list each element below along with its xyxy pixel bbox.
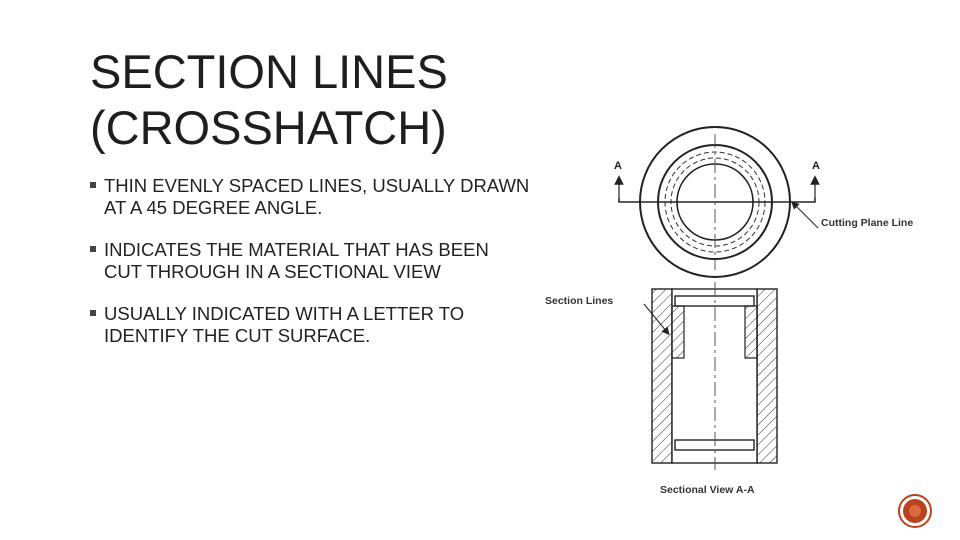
bullet-item: USUALLY INDICATED WITH A LETTER TO IDENTIFY THE CUT SURFACE. <box>90 303 530 347</box>
bullet-marker-icon <box>90 246 96 252</box>
sectional-view <box>644 282 777 470</box>
title-line-2: (CROSSHATCH) <box>90 101 447 154</box>
section-diagram-svg <box>536 122 936 498</box>
bullet-item: INDICATES THE MATERIAL THAT HAS BEEN CUT THROUGH IN A SECTIONAL VIEW <box>90 239 530 283</box>
bullet-item: THIN EVENLY SPACED LINES, USUALLY DRAWN AT A 45 DEGREE ANGLE. <box>90 175 530 219</box>
presentation-logo-icon <box>897 493 933 529</box>
cut-label-left: A <box>614 160 622 172</box>
title-line-1: SECTION LINES <box>90 45 448 98</box>
cutting-plane-label: Cutting Plane Line <box>821 217 914 229</box>
section-diagram <box>536 122 936 498</box>
bullet-marker-icon <box>90 182 96 188</box>
section-lines-label: Section Lines <box>545 295 614 307</box>
bullet-list <box>90 175 530 367</box>
cut-label-right: A <box>812 160 820 172</box>
figure-caption: Sectional View A-A <box>660 484 755 496</box>
slide-title <box>90 44 530 156</box>
bullet-marker-icon <box>90 310 96 316</box>
